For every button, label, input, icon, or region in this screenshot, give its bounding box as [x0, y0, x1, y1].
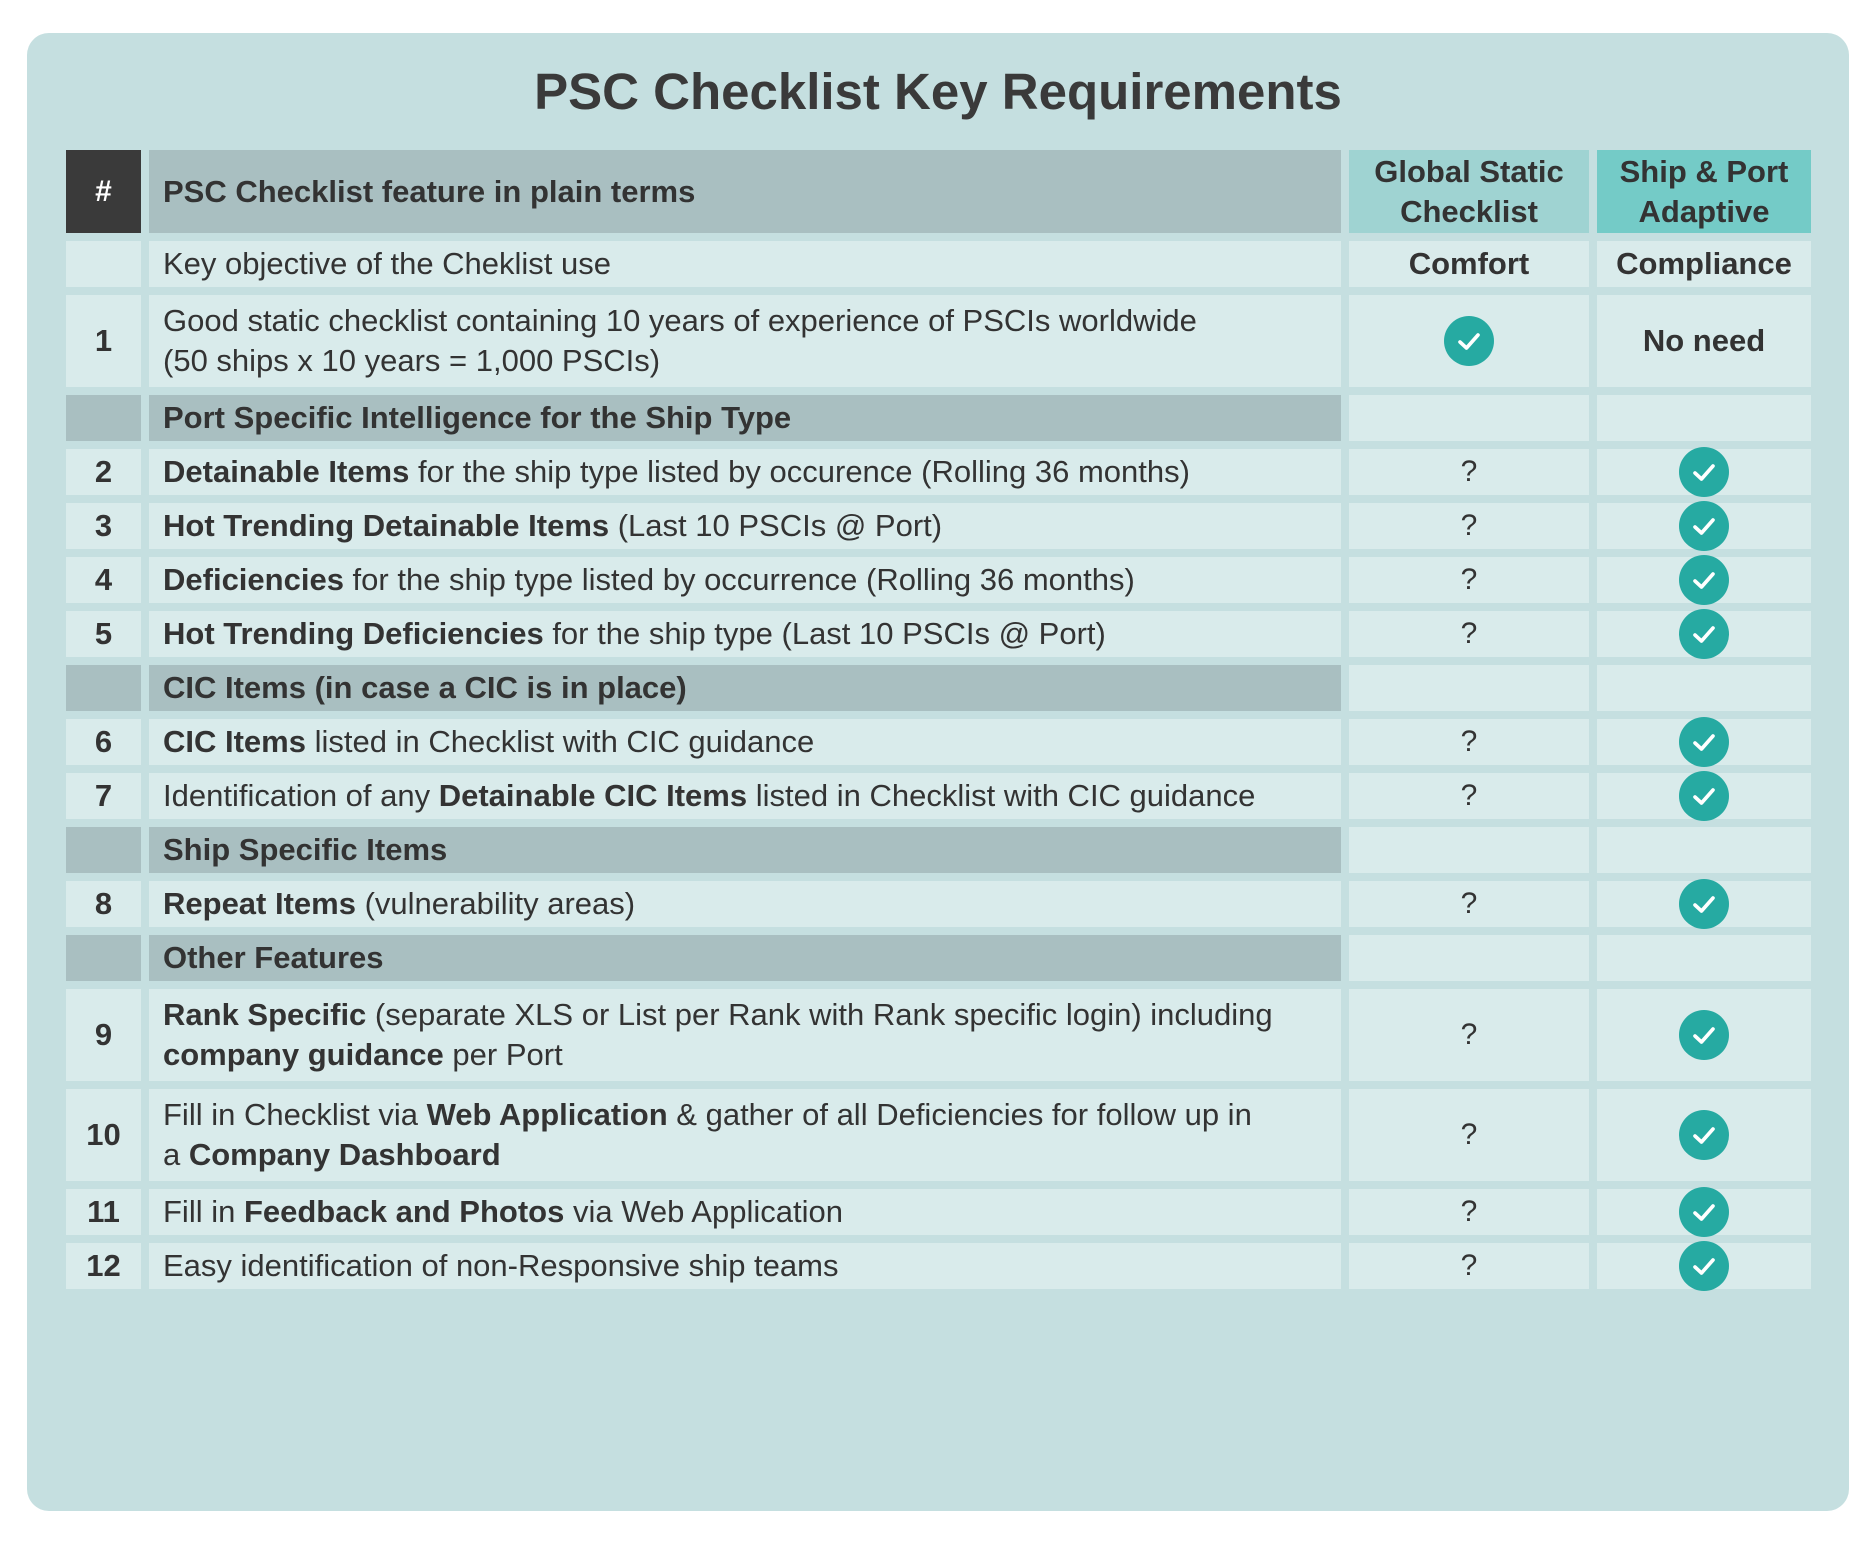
section-ship-specific: Ship Specific Items [149, 827, 1341, 873]
row-global-unknown: ? [1349, 1189, 1589, 1235]
row-feature: Hot Trending Deficiencies for the ship type (Last 10 PSCIs @ Port) [149, 611, 1341, 657]
row-number: 7 [66, 773, 141, 819]
section-empty [1349, 935, 1589, 981]
requirements-table [66, 150, 1811, 1289]
check-circle-icon [1679, 447, 1729, 497]
row-feature: CIC Items listed in Checklist with CIC guidance [149, 719, 1341, 765]
row-global-unknown: ? [1349, 881, 1589, 927]
row-adaptive-cell [1597, 611, 1811, 657]
row-number: 2 [66, 449, 141, 495]
header-hash: # [66, 150, 141, 233]
check-circle-icon [1679, 555, 1729, 605]
section-num [66, 935, 141, 981]
row-feature: Repeat Items (vulnerability areas) [149, 881, 1341, 927]
row-1-line1: Good static checklist containing 10 years of experience of PSCIs worldwide [163, 303, 1197, 338]
row-number: 9 [66, 989, 141, 1081]
row-global-unknown: ? [1349, 1243, 1589, 1289]
check-circle-icon [1679, 771, 1729, 821]
row-adaptive-cell [1597, 1189, 1811, 1235]
row-adaptive-cell [1597, 449, 1811, 495]
section-port-specific: Port Specific Intelligence for the Ship Type [149, 395, 1341, 441]
check-circle-icon [1444, 316, 1494, 366]
section-empty [1349, 395, 1589, 441]
row-number: 11 [66, 1189, 141, 1235]
row-global-unknown: ? [1349, 503, 1589, 549]
row-global-unknown: ? [1349, 719, 1589, 765]
row-1-line2: (50 ships x 10 years = 1,000 PSCIs) [163, 343, 661, 378]
row-number: 6 [66, 719, 141, 765]
section-empty [1597, 665, 1811, 711]
check-circle-icon [1679, 1187, 1729, 1237]
row-adaptive-cell [1597, 881, 1811, 927]
row-number: 1 [66, 295, 141, 387]
row-adaptive-cell [1597, 1089, 1811, 1181]
row-adaptive-cell [1597, 773, 1811, 819]
check-circle-icon [1679, 879, 1729, 929]
objective-num [66, 241, 141, 287]
check-circle-icon [1679, 1110, 1729, 1160]
section-num [66, 395, 141, 441]
check-circle-icon [1679, 501, 1729, 551]
row-number: 10 [66, 1089, 141, 1181]
row-number: 8 [66, 881, 141, 927]
row-number: 5 [66, 611, 141, 657]
objective-adaptive: Compliance [1597, 241, 1811, 287]
objective-global: Comfort [1349, 241, 1589, 287]
header-ship-port-adaptive: Ship & Port Adaptive [1597, 150, 1811, 233]
page-title: PSC Checklist Key Requirements [534, 63, 1342, 120]
row-adaptive-cell [1597, 719, 1811, 765]
row-global-unknown: ? [1349, 557, 1589, 603]
section-other-features: Other Features [149, 935, 1341, 981]
section-empty [1597, 827, 1811, 873]
section-empty [1349, 827, 1589, 873]
check-circle-icon [1679, 1241, 1729, 1291]
row-global-unknown: ? [1349, 449, 1589, 495]
row-feature [149, 295, 1341, 387]
check-circle-icon [1679, 1010, 1729, 1060]
row-global-unknown: ? [1349, 1089, 1589, 1181]
row-feature: Identification of any Detainable CIC Items listed in Checklist with CIC guidance [149, 773, 1341, 819]
row-global-unknown: ? [1349, 773, 1589, 819]
section-empty [1597, 935, 1811, 981]
row-feature: Fill in Feedback and Photos via Web Application [149, 1189, 1341, 1235]
row-adaptive-cell [1597, 1243, 1811, 1289]
header-global-static: Global Static Checklist [1349, 150, 1589, 233]
section-num [66, 827, 141, 873]
row-number: 4 [66, 557, 141, 603]
row-adaptive-no-need: No need [1597, 295, 1811, 387]
header-feature: PSC Checklist feature in plain terms [149, 150, 1341, 233]
row-feature: Hot Trending Detainable Items (Last 10 PSCIs @ Port) [149, 503, 1341, 549]
row-number: 12 [66, 1243, 141, 1289]
row-feature: Easy identification of non-Responsive ship teams [149, 1243, 1341, 1289]
check-circle-icon [1679, 717, 1729, 767]
section-empty [1597, 395, 1811, 441]
row-adaptive-cell [1597, 989, 1811, 1081]
row-feature: Rank Specific (separate XLS or List per Rank with Rank specific login) including company guidance per Port [149, 989, 1341, 1081]
row-adaptive-cell [1597, 503, 1811, 549]
section-num [66, 665, 141, 711]
row-feature: Detainable Items for the ship type listed by occurence (Rolling 36 months) [149, 449, 1341, 495]
row-adaptive-cell [1597, 557, 1811, 603]
row-global-unknown: ? [1349, 611, 1589, 657]
check-circle-icon [1679, 609, 1729, 659]
section-cic-items: CIC Items (in case a CIC is in place) [149, 665, 1341, 711]
row-global-unknown: ? [1349, 989, 1589, 1081]
section-empty [1349, 665, 1589, 711]
objective-label: Key objective of the Cheklist use [149, 241, 1341, 287]
row-global-cell [1349, 295, 1589, 387]
row-number: 3 [66, 503, 141, 549]
row-feature: Deficiencies for the ship type listed by occurrence (Rolling 36 months) [149, 557, 1341, 603]
row-feature: Fill in Checklist via Web Application & gather of all Deficiencies for follow up in a Company Dashboard [149, 1089, 1341, 1181]
